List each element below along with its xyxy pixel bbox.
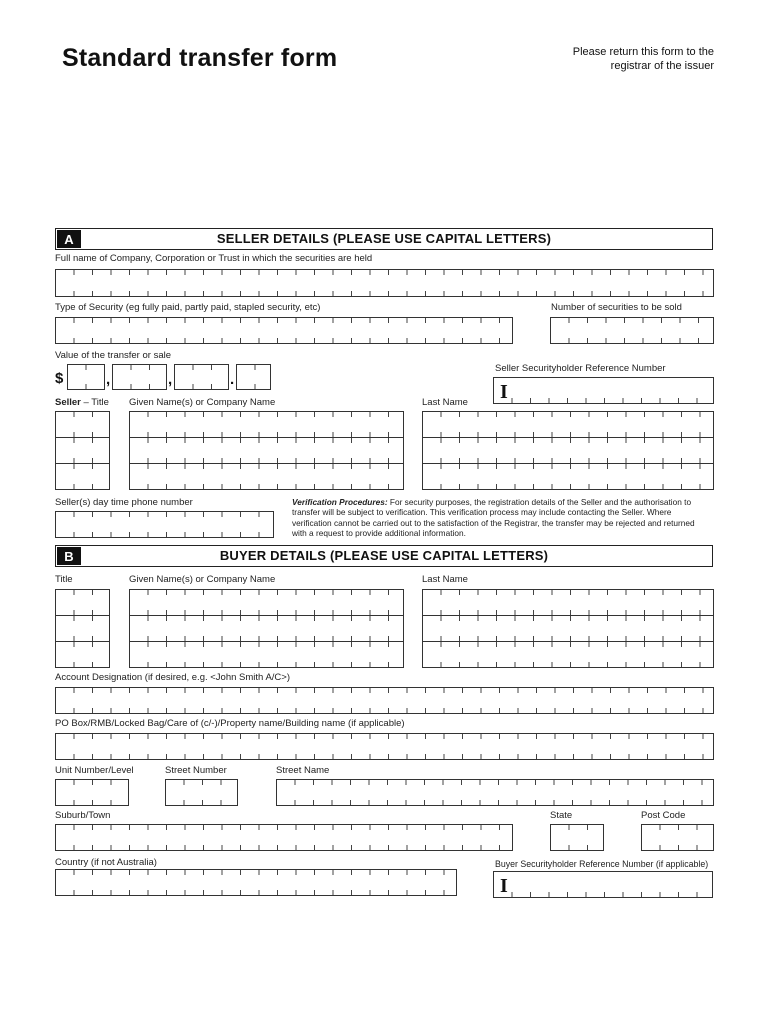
value-thousands-millions[interactable]	[67, 364, 105, 390]
buyer-given-label: Given Name(s) or Company Name	[129, 574, 276, 585]
buyer-given-fields	[129, 589, 404, 668]
seller-title-fields	[55, 411, 110, 490]
transfer-value-label: Value of the transfer or sale	[55, 350, 171, 361]
unit-number-field[interactable]	[55, 779, 129, 806]
value-comma-2: ,	[168, 371, 173, 388]
buyer-last-field-2[interactable]	[422, 615, 714, 642]
suburb-field[interactable]	[55, 824, 513, 851]
section-a-badge: A	[57, 230, 81, 248]
buyer-ref-field[interactable]	[493, 871, 713, 898]
return-line-1: Please return this form to the	[572, 46, 714, 58]
section-a-header	[55, 228, 713, 250]
seller-last-field-3[interactable]	[422, 463, 714, 490]
state-label: State	[550, 810, 573, 821]
buyer-last-fields	[422, 589, 714, 668]
seller-last-field-1[interactable]	[422, 411, 714, 438]
section-b-title: BUYER DETAILS (PLEASE USE CAPITAL LETTERS)	[219, 548, 549, 563]
buyer-last-field-1[interactable]	[422, 589, 714, 616]
section-b-badge: B	[57, 547, 81, 565]
suburb-label: Suburb/Town	[55, 810, 111, 821]
buyer-title-field-3[interactable]	[55, 641, 110, 668]
buyer-title-fields	[55, 589, 110, 668]
value-decimal-point: .	[230, 371, 235, 388]
street-name-label: Street Name	[276, 765, 330, 776]
buyer-ref-label: Buyer Securityholder Reference Number (if applicable)	[495, 859, 709, 869]
phone-label: Seller(s) day time phone number	[55, 497, 193, 508]
account-designation-field[interactable]	[55, 687, 714, 714]
buyer-title-field-2[interactable]	[55, 615, 110, 642]
seller-title-field-1[interactable]	[55, 411, 110, 438]
verification-heading: Verification Procedures:	[292, 497, 388, 507]
value-thousands[interactable]	[112, 364, 167, 390]
seller-last-label: Last Name	[422, 397, 468, 408]
seller-title-field-3[interactable]	[55, 463, 110, 490]
value-comma-1: ,	[106, 371, 111, 388]
buyer-given-field-2[interactable]	[129, 615, 404, 642]
street-name-field[interactable]	[276, 779, 714, 806]
seller-title-label	[55, 397, 109, 408]
return-line-2: registrar of the issuer	[610, 60, 714, 72]
security-type-field[interactable]	[55, 317, 513, 344]
street-number-field[interactable]	[165, 779, 238, 806]
verification-note	[292, 497, 702, 539]
buyer-given-field-3[interactable]	[129, 641, 404, 668]
ref-prefix: I	[500, 381, 508, 403]
verification-text: For security purposes, the registration details of the Seller and the authorisation to transfer will be subject to verification. This verification process may include contacting the Seller. Where verification cannot be carried out to the satisfaction of the Registrar, the transfer may be rejected and returned with a request to provide additional information.	[292, 497, 695, 539]
section-b-header	[55, 545, 713, 567]
buyer-last-field-3[interactable]	[422, 641, 714, 668]
number-securities-label: Number of securities to be sold	[551, 302, 682, 313]
postcode-field[interactable]	[641, 824, 714, 851]
state-field[interactable]	[550, 824, 604, 851]
full-name-label: Full name of Company, Corporation or Trust in which the securities are held	[55, 253, 373, 264]
street-number-label: Street Number	[165, 765, 227, 776]
buyer-given-field-1[interactable]	[129, 589, 404, 616]
seller-last-field-2[interactable]	[422, 437, 714, 464]
seller-ref-field[interactable]	[493, 377, 714, 404]
page-title: Standard transfer form	[62, 44, 338, 72]
buyer-title-field-1[interactable]	[55, 589, 110, 616]
seller-given-field-3[interactable]	[129, 463, 404, 490]
ref-prefix: I	[500, 875, 508, 897]
country-label: Country (if not Australia)	[55, 857, 157, 868]
seller-last-fields	[422, 411, 714, 490]
seller-word: Seller	[55, 397, 81, 408]
postcode-label: Post Code	[641, 810, 686, 821]
po-box-field[interactable]	[55, 733, 714, 760]
value-units[interactable]	[174, 364, 229, 390]
seller-ref-label: Seller Securityholder Reference Number	[495, 363, 666, 374]
po-box-label: PO Box/RMB/Locked Bag/Care of (c/-)/Property name/Building name (if applicable)	[55, 718, 405, 729]
buyer-title-label: Title	[55, 574, 73, 585]
unit-number-label: Unit Number/Level	[55, 765, 134, 776]
buyer-last-label: Last Name	[422, 574, 468, 585]
value-cents[interactable]	[236, 364, 271, 390]
country-field[interactable]	[55, 869, 457, 896]
section-a-title: SELLER DETAILS (PLEASE USE CAPITAL LETTERS)	[216, 231, 552, 246]
seller-given-field-1[interactable]	[129, 411, 404, 438]
full-name-field[interactable]	[55, 269, 714, 297]
seller-given-field-2[interactable]	[129, 437, 404, 464]
seller-given-label: Given Name(s) or Company Name	[129, 397, 276, 408]
number-securities-field[interactable]	[550, 317, 714, 344]
return-instructions	[573, 45, 714, 73]
seller-given-fields	[129, 411, 404, 490]
account-designation-label: Account Designation (if desired, e.g. <John Smith A/C>)	[55, 672, 290, 683]
currency-symbol: $	[55, 370, 64, 387]
seller-title-field-2[interactable]	[55, 437, 110, 464]
phone-field[interactable]	[55, 511, 274, 538]
title-word: – Title	[80, 397, 109, 408]
security-type-label: Type of Security (eg fully paid, partly paid, stapled security, etc)	[55, 302, 321, 313]
